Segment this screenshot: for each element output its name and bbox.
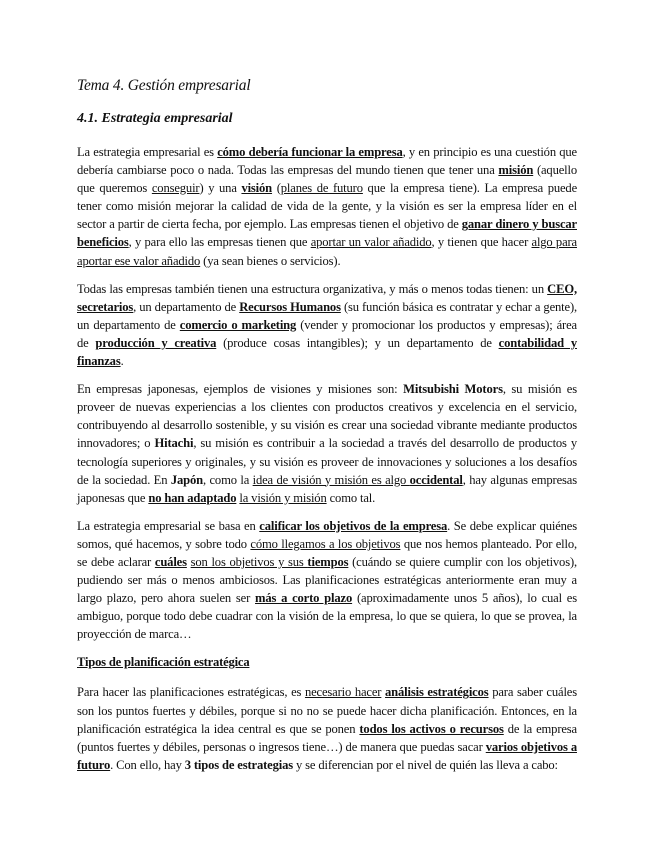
text-run: . Se debe explicar quiénes somos, qué hacemos, y sobre todo (77, 518, 577, 551)
emphasis-text: calificar los objetivos de la empresa (259, 518, 448, 533)
emphasis-text: producción y creativa (95, 335, 217, 350)
underlined-text: planes de futuro (280, 181, 363, 196)
text-run: . Con ello, hay (110, 757, 185, 772)
text-run: de la empresa (puntos fuertes y débiles, personas o ingresos tiene…) de manera que puedas sacar (77, 721, 577, 754)
emphasis-text: comercio o marketing (179, 317, 297, 332)
underlined-text: son los objetivos y sus (190, 554, 308, 569)
text-run: como tal. (326, 490, 376, 505)
text-run: (aquello que queremos (77, 163, 578, 196)
emphasis-text: ganar dinero y buscar beneficios (77, 217, 577, 250)
text-run: ) y una (199, 181, 242, 196)
bold-run (307, 555, 348, 569)
text-run: Todas las empresas también tienen una estructura organizativa, y más o menos todas tienen: un (77, 281, 548, 296)
emphasis-text: contabilidad y finanzas (77, 335, 577, 369)
bold-text: 3 tipos de estrategias (184, 757, 293, 772)
emphasis-text: tiempos (307, 554, 349, 569)
emphasis-text: misión (498, 163, 534, 178)
text-run: para saber cuáles son los puntos fuertes y débiles, porque si no no se puede hacer dicha planificación. Entonces, en la planificación estratégica la idea central es que se ponen (77, 685, 577, 736)
emphasis-text: visión (241, 181, 273, 196)
text-run: , un departamento de (133, 299, 240, 314)
bold-run (148, 491, 236, 505)
text-run: (ya sean bienes o servicios). (200, 253, 341, 268)
subheading-planning-types: Tipos de planificación estratégica (77, 655, 250, 670)
bold-text: Hitachi (154, 436, 194, 451)
paragraph-strategic-analysis (77, 683, 577, 773)
underlined-text: la visión y misión (239, 490, 327, 505)
text-run: (vender y promocionar los productos y empresas); área de (77, 317, 577, 350)
bold-run (95, 336, 216, 350)
bold-run (259, 519, 447, 533)
emphasis-text: cuáles (154, 554, 187, 569)
text-run: . (120, 354, 124, 369)
underlined-text: necesario hacer (304, 685, 382, 700)
paragraph-strategy-definition (77, 143, 577, 270)
bold-run (180, 318, 296, 332)
text-run: ( (272, 181, 281, 196)
emphasis-text: no han adaptado (148, 490, 237, 505)
emphasis-text: todos los activos o recursos (359, 721, 504, 736)
text-run: (produce cosas intangibles); y un departamento de (216, 335, 499, 350)
emphasis-text: varios objetivos a futuro (77, 739, 577, 772)
underlined-text: algo para aportar ese valor añadido (77, 235, 577, 268)
text-run: , su misión es proveer de nuevas experiencias a los clientes con productos creativos y excelencia en el servicio, contribuyendo al desarrollo sostenible, y su visión es crear una sociedad vibrante mediante productos innovadores; o (77, 382, 577, 451)
text-run: y se diferencian por el nivel de quién las lleva a cabo: (293, 757, 558, 772)
text-run: Para hacer las planificaciones estratégicas, es (77, 685, 305, 700)
bold-run (155, 555, 187, 569)
emphasis-text: CEO, secretarios (77, 281, 577, 314)
text-run: En empresas japonesas, ejemplos de visiones y misiones son: (77, 382, 404, 397)
text-run: La estrategia empresarial es (77, 145, 218, 159)
underlined-text: idea de visión y misión es algo (252, 472, 410, 487)
text-run: (su función básica es contratar y echar a gente), un departamento de (77, 299, 577, 332)
underlined-text: aportar un valor añadido (310, 235, 432, 250)
emphasis-text: análisis estratégicos (385, 685, 489, 700)
paragraph-japanese-companies (77, 380, 577, 507)
emphasis-text: Recursos Humanos (239, 299, 341, 314)
paragraph-objectives (77, 517, 577, 644)
bold-run (385, 685, 489, 699)
bold-run (498, 163, 533, 177)
emphasis-text: occidental (409, 472, 463, 487)
bold-run (359, 722, 503, 736)
text-run: (aproximadamente unos 5 años), lo cual es ambiguo, porque todo debe cuadrar con la visión de la empresa, lo que se quiera, lo que se provea, la proyección de marca… (77, 591, 577, 642)
text-run: , como la (203, 472, 253, 487)
paragraph-organizational-structure (77, 280, 577, 370)
bold-run (255, 591, 352, 605)
document-title: Tema 4. Gestión empresarial (77, 77, 251, 94)
emphasis-text: cómo debería funcionar la empresa (217, 145, 403, 159)
bold-text: Japón (170, 472, 204, 487)
underlined-text: conseguir (151, 181, 200, 196)
bold-run (241, 181, 272, 195)
text-run: , su misión es contribuir a la sociedad a través del desarrollo de productos y tecnología superiores y originales, y su visión es proveer de innovaciones y soluciones a los desafíos de la sociedad. En (77, 436, 577, 487)
text-run: , hay algunas empresas japonesas que (77, 472, 577, 505)
bold-text: Mitsubishi Motors (403, 382, 503, 397)
underlined-text: cómo llegamos a los objetivos (250, 536, 401, 551)
text-run: , y para ello las empresas tienen que (128, 235, 311, 250)
text-run: que la empresa tiene). La empresa puede tener como misión mejorar la calidad de vida de la gente, y la visión es ser la empresa líder en el sector a partir de cierta fecha, por ejemplo. Las empresas tienen el objetivo de (77, 181, 578, 232)
text-run: que nos hemos planteado. Por ello, se debe aclarar (77, 536, 577, 569)
text-run: La estrategia empresarial se basa en (77, 518, 260, 533)
bold-run (239, 300, 341, 314)
text-run: , y en principio es una cuestión que debería cambiarse poco o nada. Todas las empresas del mundo tienen que tener una (77, 145, 577, 178)
section-heading: 4.1. Estrategia empresarial (77, 111, 233, 126)
emphasis-text: más a corto plazo (255, 591, 353, 606)
text-run: (cuándo se quiere cumplir con los objetivos), pudiendo ser más o menos ambiciosos. Las planificaciones estratégicas anteriormente eran muy a largo plazo, pero ahora suelen ser (77, 554, 577, 606)
bold-run (217, 145, 402, 159)
text-run: , y tienen que hacer (431, 235, 532, 250)
document-page (77, 76, 577, 784)
bold-run (410, 473, 463, 487)
